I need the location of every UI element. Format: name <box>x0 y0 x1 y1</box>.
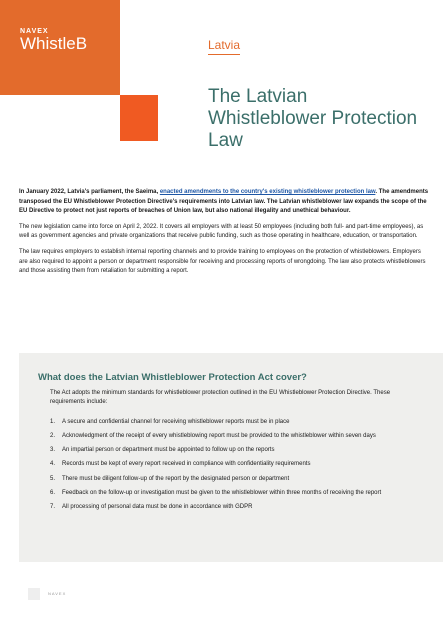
item-text: All processing of personal data must be done in accordance with GDPR <box>62 504 253 511</box>
item-number: 2. <box>50 433 56 440</box>
logo-whistleb-text: WhistleB <box>20 34 88 53</box>
requirements-list <box>50 418 410 513</box>
list-item <box>50 475 410 484</box>
country-label: Latvia <box>208 38 240 55</box>
list-item <box>50 503 410 512</box>
item-text: Records must be kept of every report received in compliance with confidentiality requirements <box>62 461 311 468</box>
list-item <box>50 432 410 441</box>
intro-section <box>19 188 429 283</box>
item-text: There must be diligent follow-up of the report by the designated person or department <box>62 475 290 482</box>
intro-paragraph-2: The new legislation came into force on April 2, 2022. It covers all employers with at least 50 employees (including both full- and part-time employees), as well as government agencies and private organizations that receive public funding, such as those operating in healthcare, education, or transportation. <box>19 223 424 240</box>
list-item <box>50 446 410 455</box>
item-number: 3. <box>50 447 56 454</box>
item-text: An impartial person or department must be appointed to follow up on the reports <box>62 447 275 454</box>
panel-intro: The Act adopts the minimum standards for whistleblower protection outlined in the EU Whistleblower Protection Directive. These requirements include: <box>50 390 391 406</box>
decorative-square <box>120 95 158 141</box>
intro-paragraph-1 <box>19 188 429 217</box>
intro-p1-lead: In January 2022, Latvia's parliament, the Saeima, <box>19 189 160 195</box>
list-item <box>50 460 410 469</box>
logo-navex-text: NAVEX <box>20 28 49 35</box>
list-item <box>50 489 410 498</box>
page-number-box <box>28 588 40 600</box>
intro-p1-rest: . The amendments transposed the EU Whistleblower Protection Directive's requirements into Latvian law. The Latvian whistleblower law expands the scope of the EU Directive to protect not just reports of breaches of Union law, but also national illegality and unethical behaviour. <box>19 189 429 215</box>
item-number: 1. <box>50 418 56 425</box>
intro-paragraph-3: The law requires employers to establish internal reporting channels and to provide training to employees on the protection of whistleblowers. Employers are also required to appoint a person or department responsible for receiving and processing reports of wrongdoing. The law also protects whistleblowers and those assisting them from retaliation for submitting a report. <box>19 248 426 275</box>
item-number: 4. <box>50 461 56 468</box>
amendments-link[interactable]: enacted amendments to the country's existing whistleblower protection law <box>159 189 376 195</box>
list-item <box>50 418 410 427</box>
item-text: A secure and confidential channel for receiving whistleblower reports must be in place <box>62 418 290 425</box>
item-number: 5. <box>50 475 56 482</box>
footer-brand: NAVEX <box>48 591 67 596</box>
whistleb-logo <box>0 0 120 95</box>
item-number: 7. <box>50 504 56 511</box>
page-title: The Latvian Whistleblower Protection Law <box>208 86 418 151</box>
item-number: 6. <box>50 489 56 496</box>
item-text: Acknowledgment of the receipt of every whistleblowing report must be provided to the whistleblower within seven days <box>62 433 376 440</box>
panel-heading: What does the Latvian Whistleblower Protection Act cover? <box>38 372 307 383</box>
coverage-panel <box>19 353 443 562</box>
item-text: Feedback on the follow-up or investigation must be given to the whistleblower within three months of receiving the report <box>62 489 382 496</box>
